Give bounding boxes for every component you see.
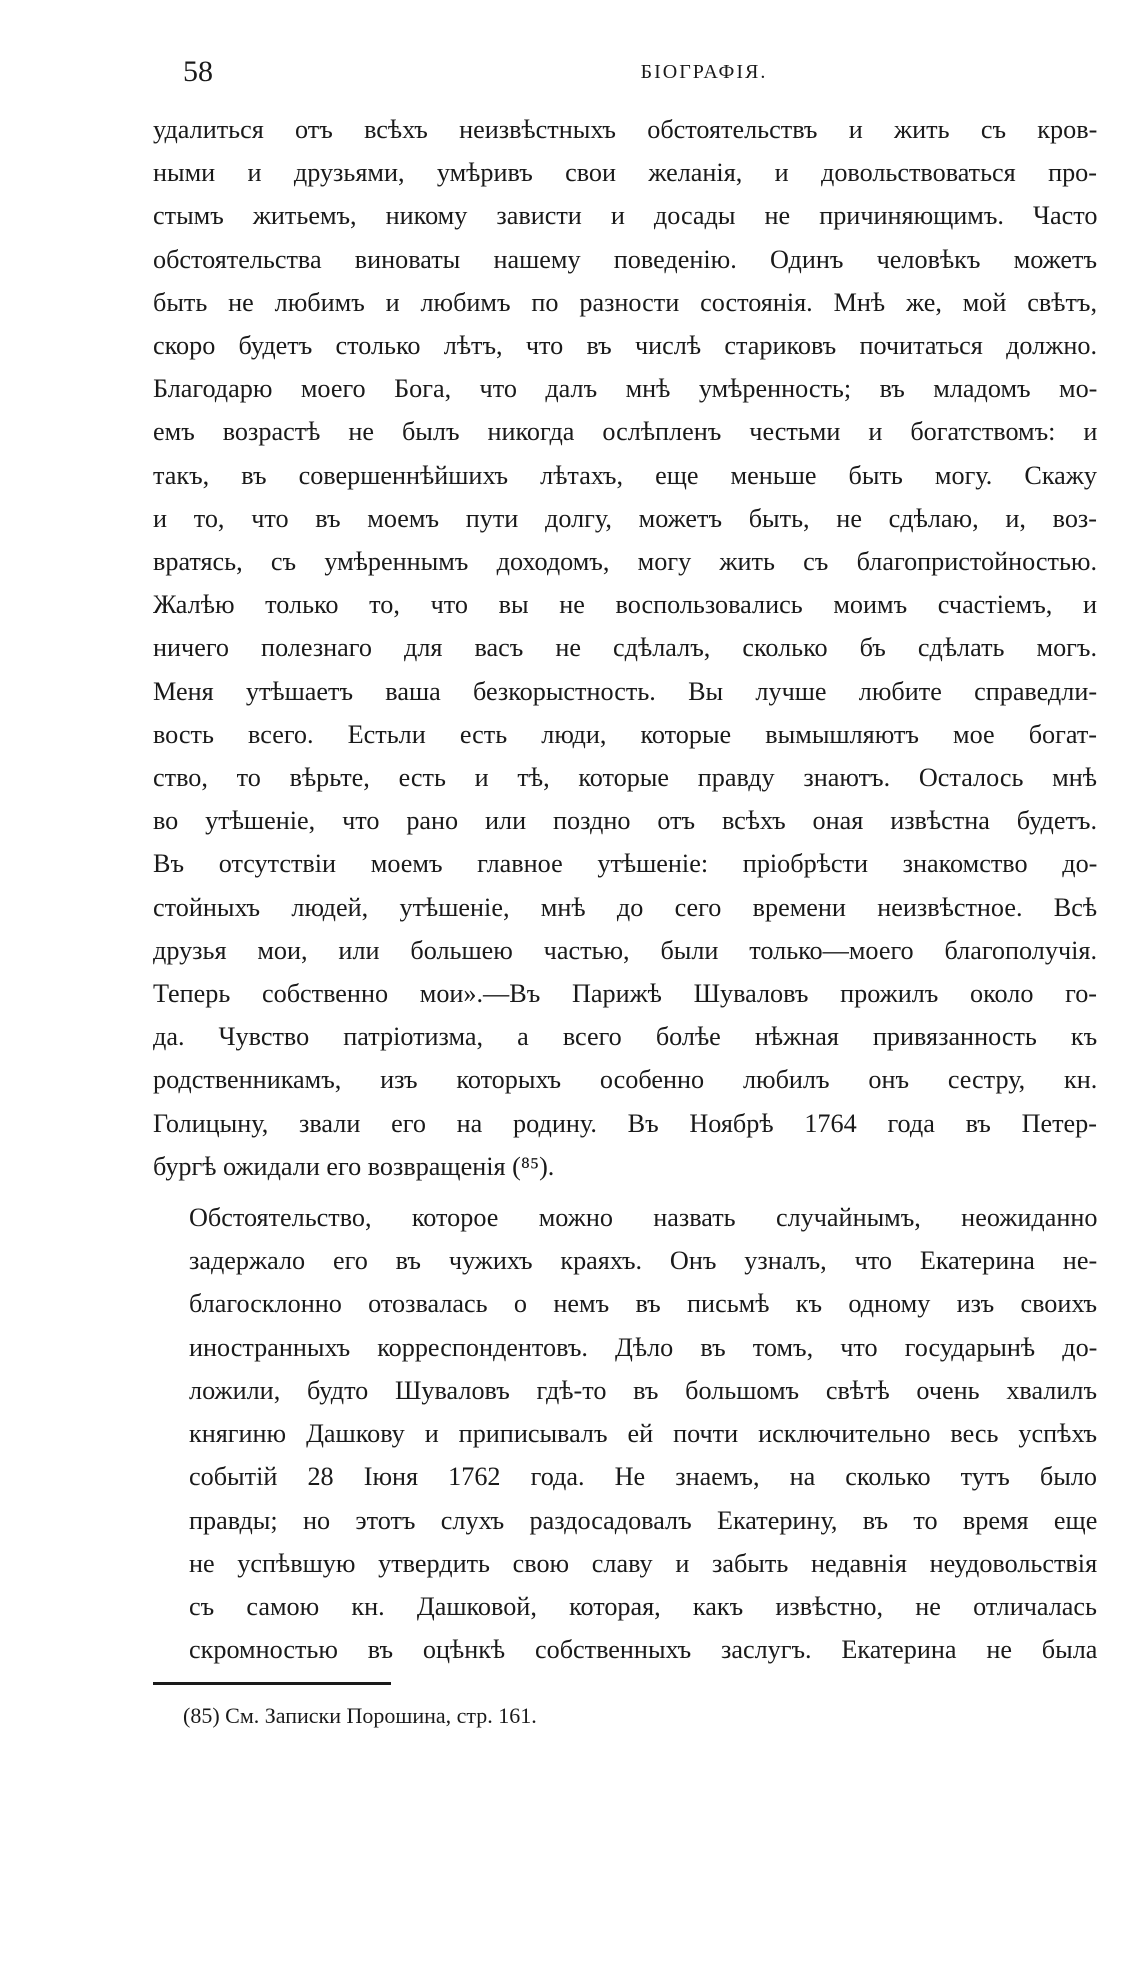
text-line: задержало его въ чужихъ краяхъ. Онъ узналъ, что Екатерина не- [189,1246,1098,1276]
text-line: ство, то вѣрьте, есть и тѣ, которые правду знаютъ. Осталось мнѣ [153,763,1097,793]
text-line: стымъ житьемъ, никому зависти и досады не причиняющимъ. Часто [153,201,1098,231]
text-line: благосклонно отозвалась о немъ въ письмѣ къ одному изъ своихъ [189,1289,1097,1319]
text-line: Жалѣю только то, что вы не воспользовались моимъ счастіемъ, и [153,590,1097,620]
text-line: и то, что въ моемъ пути долгу, можетъ быть, не сдѣлаю, и, воз- [153,503,1097,533]
text-line: такъ, въ совершеннѣйшихъ лѣтахъ, еще меньше быть могу. Скажу [153,460,1097,490]
text-line: правды; но этотъ слухъ раздосадовалъ Екатерину, въ то время еще [189,1505,1098,1535]
text-line: скоро будетъ столько лѣтъ, что въ числѣ стариковъ почитаться должно. [153,331,1097,361]
text-line: да. Чувство патріотизма, а всего болѣе нѣжная привязанность къ [153,1022,1098,1052]
text-line: Теперь собственно мои».—Въ Парижѣ Шуваловъ прожилъ около го- [153,979,1098,1009]
text-line: княгиню Дашкову и приписывалъ ей почти исключительно весь успѣхъ [189,1419,1097,1449]
paragraph-indented [153,1196,1097,1671]
page-number: 58 [183,55,213,88]
text-line: емъ возрастѣ не былъ никогда ослѣпленъ честьми и богатствомъ: и [153,417,1098,447]
text-line: Благодарю моего Бога, что далъ мнѣ умѣренность; въ младомъ мо- [153,374,1098,404]
text-line: друзья мои, или большею частью, были только—моего благополучія. [153,935,1097,965]
text-line: ными и друзьями, умѣривъ свои желанія, и довольствоваться про- [153,158,1097,188]
running-title: БІОГРАФІЯ. [640,61,768,83]
text-line: во утѣшеніе, что рано или поздно отъ всѣхъ оная извѣстна будетъ. [153,806,1097,836]
text-line: Голицыну, звали его на родину. Въ Ноябрѣ 1764 года въ Петер- [153,1108,1097,1138]
text-line: Обстоятельство, которое можно назвать случайнымъ, неожиданно [189,1203,1098,1233]
text-line: событій 28 Іюня 1762 года. Не знаемъ, на сколько тутъ было [189,1462,1097,1492]
footnote-divider [153,1682,391,1685]
text-line: быть не любимъ и любимъ по разности состоянія. Мнѣ же, мой свѣтъ, [153,287,1097,317]
text-line: вость всего. Естьли есть люди, которые вымышляютъ мое богат- [153,719,1097,749]
text-line: Въ отсутствіи моемъ главное утѣшеніе: пріобрѣсти знакомство до- [153,849,1098,879]
footnote: (85) См. Записки Порошина, стр. 161. [183,1703,537,1728]
body-text [153,108,1097,1671]
text-line: скромностью въ оцѣнкѣ собственныхъ заслугъ. Екатерина не была [189,1635,1098,1665]
text-line: вратясь, съ умѣреннымъ доходомъ, могу жить съ благопристойностью. [153,547,1097,577]
text-line: ложили, будто Шуваловъ гдѣ-то въ большомъ свѣтѣ очень хвалилъ [189,1375,1097,1405]
paragraph-continued [153,108,1097,1188]
text-line: иностранныхъ корреспондентовъ. Дѣло въ томъ, что государынѣ до- [189,1332,1098,1362]
text-line: съ самою кн. Дашковой, которая, какъ извѣстно, не отличалась [189,1591,1097,1621]
text-line: стойныхъ людей, утѣшеніе, мнѣ до сего времени неизвѣстное. Всѣ [153,892,1098,922]
text-line: бургѣ ожидали его возвращенія (⁸⁵). [153,1151,555,1181]
text-line: не успѣвшую утвердить свою славу и забыть недавнія неудовольствія [189,1548,1098,1578]
text-line: ничего полезнаго для васъ не сдѣлалъ, сколько бъ сдѣлать могъ. [153,633,1097,663]
running-head [183,52,1095,92]
text-line: удалиться отъ всѣхъ неизвѣстныхъ обстоятельствъ и жить съ кров- [153,115,1098,144]
text-line: родственникамъ, изъ которыхъ особенно любилъ онъ сестру, кн. [153,1065,1098,1095]
text-line: Меня утѣшаетъ ваша безкорыстность. Вы лучше любите справедли- [153,676,1098,706]
text-line: обстоятельства виноваты нашему поведенію. Одинъ человѣкъ можетъ [153,244,1098,274]
